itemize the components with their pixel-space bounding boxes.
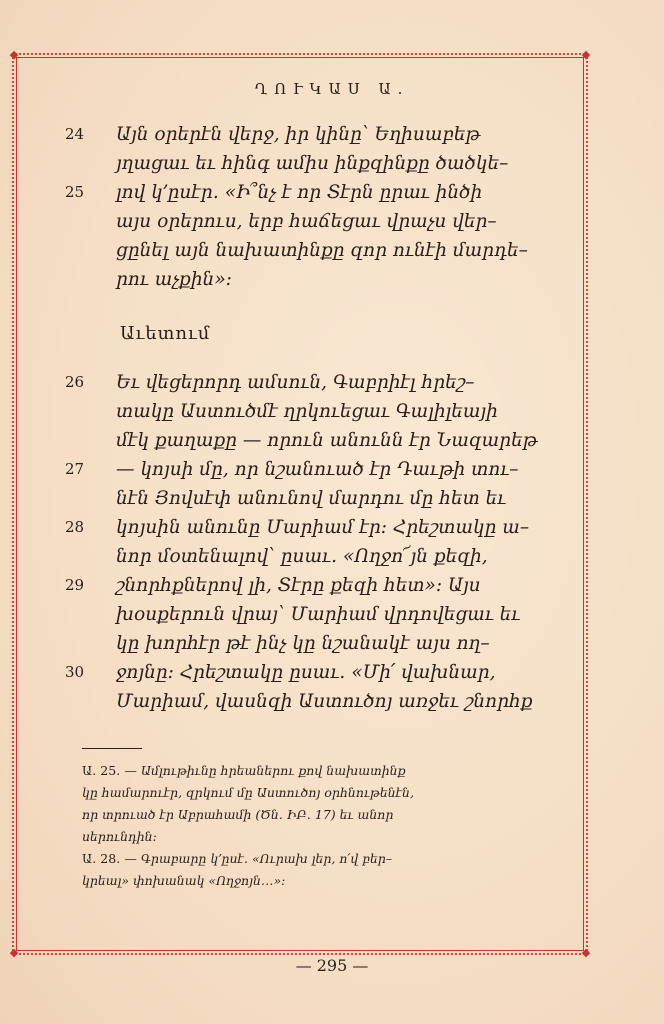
verse-text: րու աչքին»: — [116, 269, 232, 290]
verse-line — [70, 149, 540, 178]
verse-line — [70, 484, 540, 513]
footnote-text: — Գրաբարը կ՚ըսէ․ «Ուրախ լեր, ո՛վ բեր– — [124, 851, 393, 866]
verse-line — [65, 368, 540, 397]
verse-line — [65, 658, 540, 687]
verse-line — [70, 600, 540, 629]
verse-text: լով կ՚ըսէր․ «Ի՞նչ է որ Տէրն ըրաւ ինծի — [116, 182, 483, 203]
footnote-line — [82, 826, 542, 848]
verse-number: 25 — [65, 183, 85, 201]
footnote-line — [82, 760, 542, 782]
verse-line — [65, 513, 540, 542]
verse-line — [70, 236, 540, 265]
verse-line — [70, 397, 540, 426]
verse-number: 27 — [65, 460, 85, 478]
verse-text: մէկ քաղաքը — որուն անունն էր Նազարեթ — [116, 430, 538, 451]
verse-text: կոյսին անունը Մարիամ էր: Հրեշտակը ա– — [116, 517, 530, 538]
footnote-line — [82, 782, 542, 804]
footnote-line — [82, 848, 542, 870]
verse-text: շնորհքներով լի, Տէրը քեզի հետ»: Այս — [116, 575, 481, 596]
verse-line — [65, 571, 540, 600]
verse-text: Այն օրերէն վերջ, իր կինը՝ Եղիսաբեթ — [116, 124, 481, 145]
verse-line — [70, 207, 540, 236]
verse-number: 29 — [65, 576, 85, 594]
corner-ornament-icon: ◆ — [9, 946, 19, 959]
footnote-text: որ տրուած էր Աբրահամի (Ծն․ ԻԲ․ 17) եւ անոր — [82, 807, 394, 822]
footnote-text: — Ամլութիւնը հրեաներու քով նախատինք — [124, 763, 406, 778]
verse-line — [65, 455, 540, 484]
footnote-text: կրեալ» փոխանակ «Ողջոյն․․․»: — [82, 873, 286, 888]
verse-text: ցընել այն նախատինքը զոր ունէի մարդե– — [116, 240, 528, 261]
footnote-label: Ա․ 28․ — [82, 851, 121, 866]
verse-text: խօսքերուն վրայ՝ Մարիամ վրդովեցաւ եւ — [116, 604, 521, 625]
footnote-divider — [82, 748, 142, 749]
verse-text: նոր մօտենալով՝ ըսաւ․ «Ողջո՜յն քեզի, — [116, 546, 488, 567]
verse-line — [70, 426, 540, 455]
page-number: — 295 — — [295, 956, 369, 975]
running-header: ՂՈՒԿԱՍ Ա. — [254, 80, 410, 98]
verse-line — [70, 542, 540, 571]
verse-text: — կոյսի մը, որ նշանուած էր Դաւթի տու– — [116, 459, 519, 480]
verse-line — [70, 687, 540, 716]
footnotes — [82, 760, 542, 892]
verse-number: 24 — [65, 125, 85, 143]
verse-number: 26 — [65, 373, 85, 391]
corner-ornament-icon: ◆ — [581, 48, 591, 61]
verse-block-2 — [65, 368, 540, 716]
verse-number: 30 — [65, 663, 85, 681]
verse-line — [70, 265, 540, 294]
verse-text: Մարիամ, վասնզի Աստուծոյ առջեւ շնորհք — [116, 691, 533, 712]
section-title: Աւետում — [120, 323, 211, 344]
verse-text: յղացաւ եւ հինգ ամիս ինքզինքը ծածկե– — [116, 153, 509, 174]
verse-text: Եւ վեցերորդ ամսուն, Գաբրիէլ հրեշ– — [116, 372, 475, 393]
verse-text: ջոյնը: Հրեշտակը ըսաւ․ «Մի՛ վախնար, — [116, 662, 496, 683]
verse-text: տակը Աստուծմէ ղրկուեցաւ Գալիլեայի — [116, 401, 498, 422]
footnote-line — [82, 870, 542, 892]
verse-line — [65, 178, 540, 207]
footnote-label: Ա․ 25․ — [82, 763, 121, 778]
verse-text: նէն Յովսէփ անունով մարդու մը հետ եւ — [116, 488, 507, 509]
footnote-text: կը համարուէր, զրկում մը Աստուծոյ օրհնութենէն, — [82, 785, 414, 800]
footnote-line — [82, 804, 542, 826]
verse-block-1 — [65, 120, 540, 294]
corner-ornament-icon: ◆ — [9, 48, 19, 61]
footnote-text: սերունդին: — [82, 829, 157, 844]
verse-line — [65, 120, 540, 149]
corner-ornament-icon: ◆ — [581, 946, 591, 959]
verse-text: այս օրերուս, երբ հաճեցաւ վրաչս վեր– — [116, 211, 497, 232]
verse-text: կը խորհէր թէ ինչ կը նշանակէ այս ող– — [116, 633, 490, 654]
verse-number: 28 — [65, 518, 85, 536]
verse-line — [70, 629, 540, 658]
